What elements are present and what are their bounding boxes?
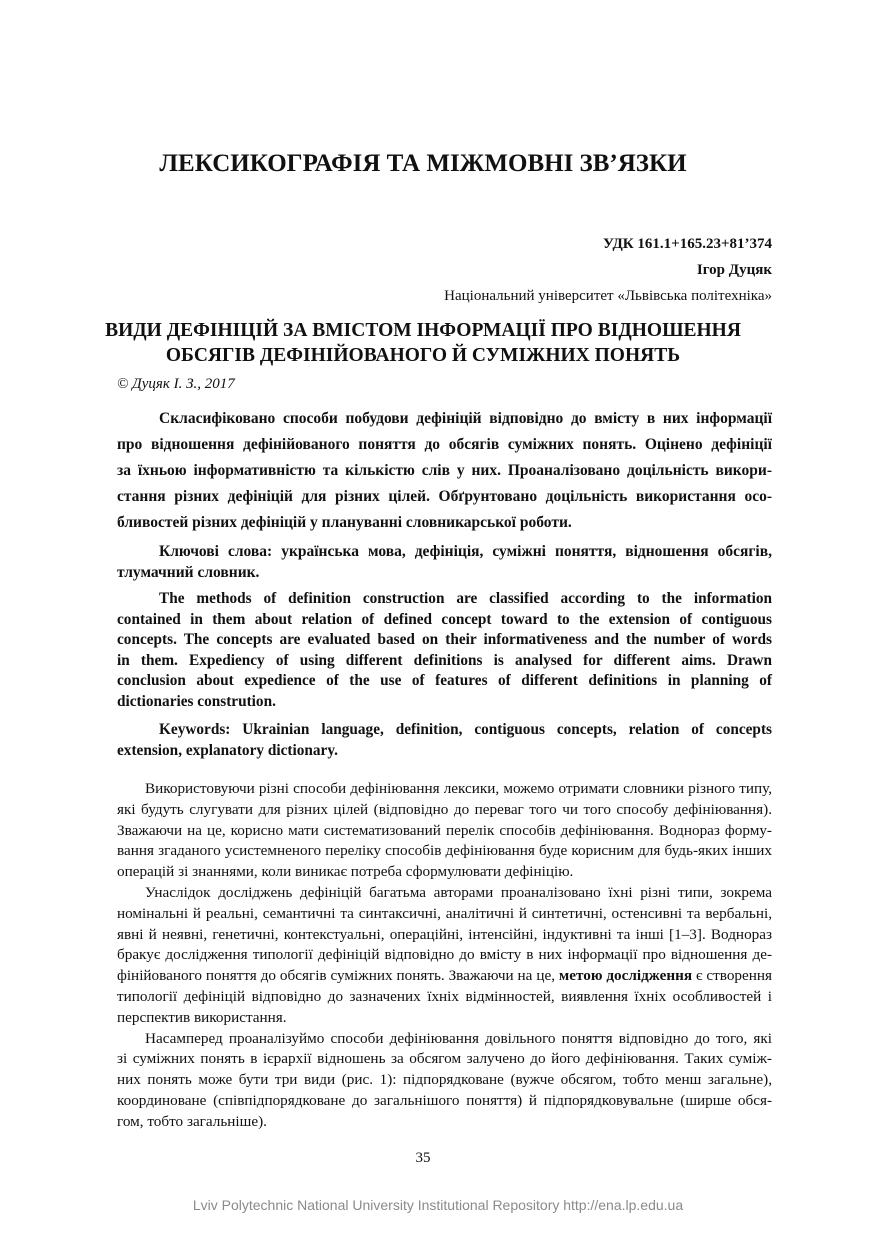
- abstract-en: [117, 589, 772, 712]
- keywords-en: [117, 720, 772, 761]
- article-title: [0, 318, 846, 368]
- text-line: гом, тобто загальніше).: [117, 1112, 267, 1130]
- text-line: операцій зі знаннями, коли виникає потреба сформулювати дефініцію.: [117, 863, 574, 881]
- text-line: Keywords: Ukrainian language, definition, contiguous concepts, relation of concepts: [159, 721, 772, 738]
- text-line: Скласифіковано способи побудови дефініцій відповідно до вмісту в них інформації: [159, 410, 772, 427]
- text-line: Унаслідок досліджень дефініцій багатьма авторами проаналізовано їхні різні типи, зокрема: [145, 883, 772, 901]
- text-line: бливостей різних дефініцій у плануванні словникарської роботи.: [117, 514, 572, 531]
- text-line: concepts. The concepts are evaluated based on their informativeness and the number of words: [117, 631, 772, 648]
- text-line: in them. Expediency of using different definitions is analysed for different aims. Drawn: [117, 651, 772, 669]
- abstract-ua: [117, 406, 772, 536]
- text-line: conclusion about expedience of the use of features of different definitions in planning of: [117, 672, 772, 689]
- text-line: contained in them about relation of defined concept toward to the extension of contiguous: [117, 610, 772, 628]
- text-line: перспектив використання.: [117, 1008, 287, 1026]
- text-line: за їхньою інформативністю та кількістю слів у них. Проаналізовано доцільність викори-: [117, 462, 772, 479]
- text-line: extension, explanatory dictionary.: [117, 741, 338, 759]
- text-line: явні й неявні, генетичні, контекстуальні, операційні, інтенсійні, індуктивні та інші [1–3]. Воднораз: [117, 925, 772, 943]
- text-line: [117, 966, 772, 987]
- article-title-line: ВИДИ ДЕФІНІЦІЙ ЗА ВМІСТОМ ІНФОРМАЦІЇ ПРО ВІДНОШЕННЯ: [105, 320, 741, 341]
- text-line: них понять може бути три види (рис. 1): підпорядковане (вужче обсягом, тобто менш загальне),: [117, 1071, 772, 1089]
- text-line: які будуть слугувати для різних цілей (відповідно до переваг того чи того способу дефініювання).: [117, 800, 772, 818]
- keywords-ua: [117, 541, 772, 583]
- text-line: Насамперед проаналізуймо способи дефініювання довільного поняття відповідно до того, які: [145, 1029, 772, 1047]
- copyright: © Дуцяк І. З., 2017: [117, 376, 235, 392]
- page-number: 35: [415, 1150, 431, 1166]
- text-line: Використовуючи різні способи дефініювання лексики, можемо отримати словники різного типу,: [145, 780, 772, 797]
- text-line: dictionaries constrution.: [117, 692, 276, 710]
- text-line: координоване (співпідпорядковане до загальнішого поняття) й підпорядковувальне (ширше обся-: [117, 1091, 772, 1109]
- author-name: Ігор Дуцяк: [696, 262, 772, 278]
- text-line: стання різних дефініцій для різних цілей. Обґрунтовано доцільність використання осо-: [117, 488, 772, 505]
- text-line: зі суміжних понять в ієрархії відношень за обсягом залучено до його дефініювання. Таких суміж-: [117, 1050, 772, 1068]
- text-line: Зважаючи на це, корисно мати систематизований перелік способів дефініювання. Воднораз форму-: [117, 821, 772, 839]
- repository-footer: Lviv Polytechnic National University Institutional Repository http://ena.lp.edu.ua: [192, 1197, 684, 1213]
- text-line: вання згаданого усистемненого переліку способів дефініювання буде корисним для будь-яких інших: [117, 842, 772, 860]
- text-line: бракує дослідження типології дефініцій відповідно до вмісту в них інформації про відношення де-: [117, 946, 772, 964]
- text-line: номінальні й реальні, семантичні та синтаксичні, аналітичні й синтетичні, остенсивні та вербальні,: [117, 904, 772, 922]
- udc-code: УДК 161.1+165.23+81’374: [602, 236, 772, 252]
- text-span: фінійованого поняття до обсягів суміжних понять. Зважаючи на це,: [117, 967, 555, 985]
- body-text: [117, 779, 772, 1133]
- text-span: є створення: [695, 967, 772, 985]
- affiliation: Національний університет «Львівська політехніка»: [444, 288, 772, 304]
- text-line: Ключові слова: українська мова, дефініція, суміжні поняття, відношення обсягів,: [159, 543, 772, 560]
- text-line: типології дефініцій відповідно до зазначених їхніх відмінностей, виявлення їхніх особливостей і: [117, 987, 772, 1005]
- text-line: The methods of definition construction are classified according to the information: [159, 590, 772, 607]
- text-line: тлумачний словник.: [117, 564, 260, 581]
- section-title: ЛЕКСИКОГРАФІЯ ТА МІЖМОВНІ ЗВ’ЯЗКИ: [159, 150, 687, 177]
- text-line: про відношення дефінійованого поняття до обсягів суміжних понять. Оцінено дефініції: [117, 436, 772, 453]
- emphasis-text: метою дослідження: [558, 967, 693, 985]
- article-title-line: ОБСЯГІВ ДЕФІНІЙОВАНОГО Й СУМІЖНИХ ПОНЯТЬ: [165, 345, 681, 366]
